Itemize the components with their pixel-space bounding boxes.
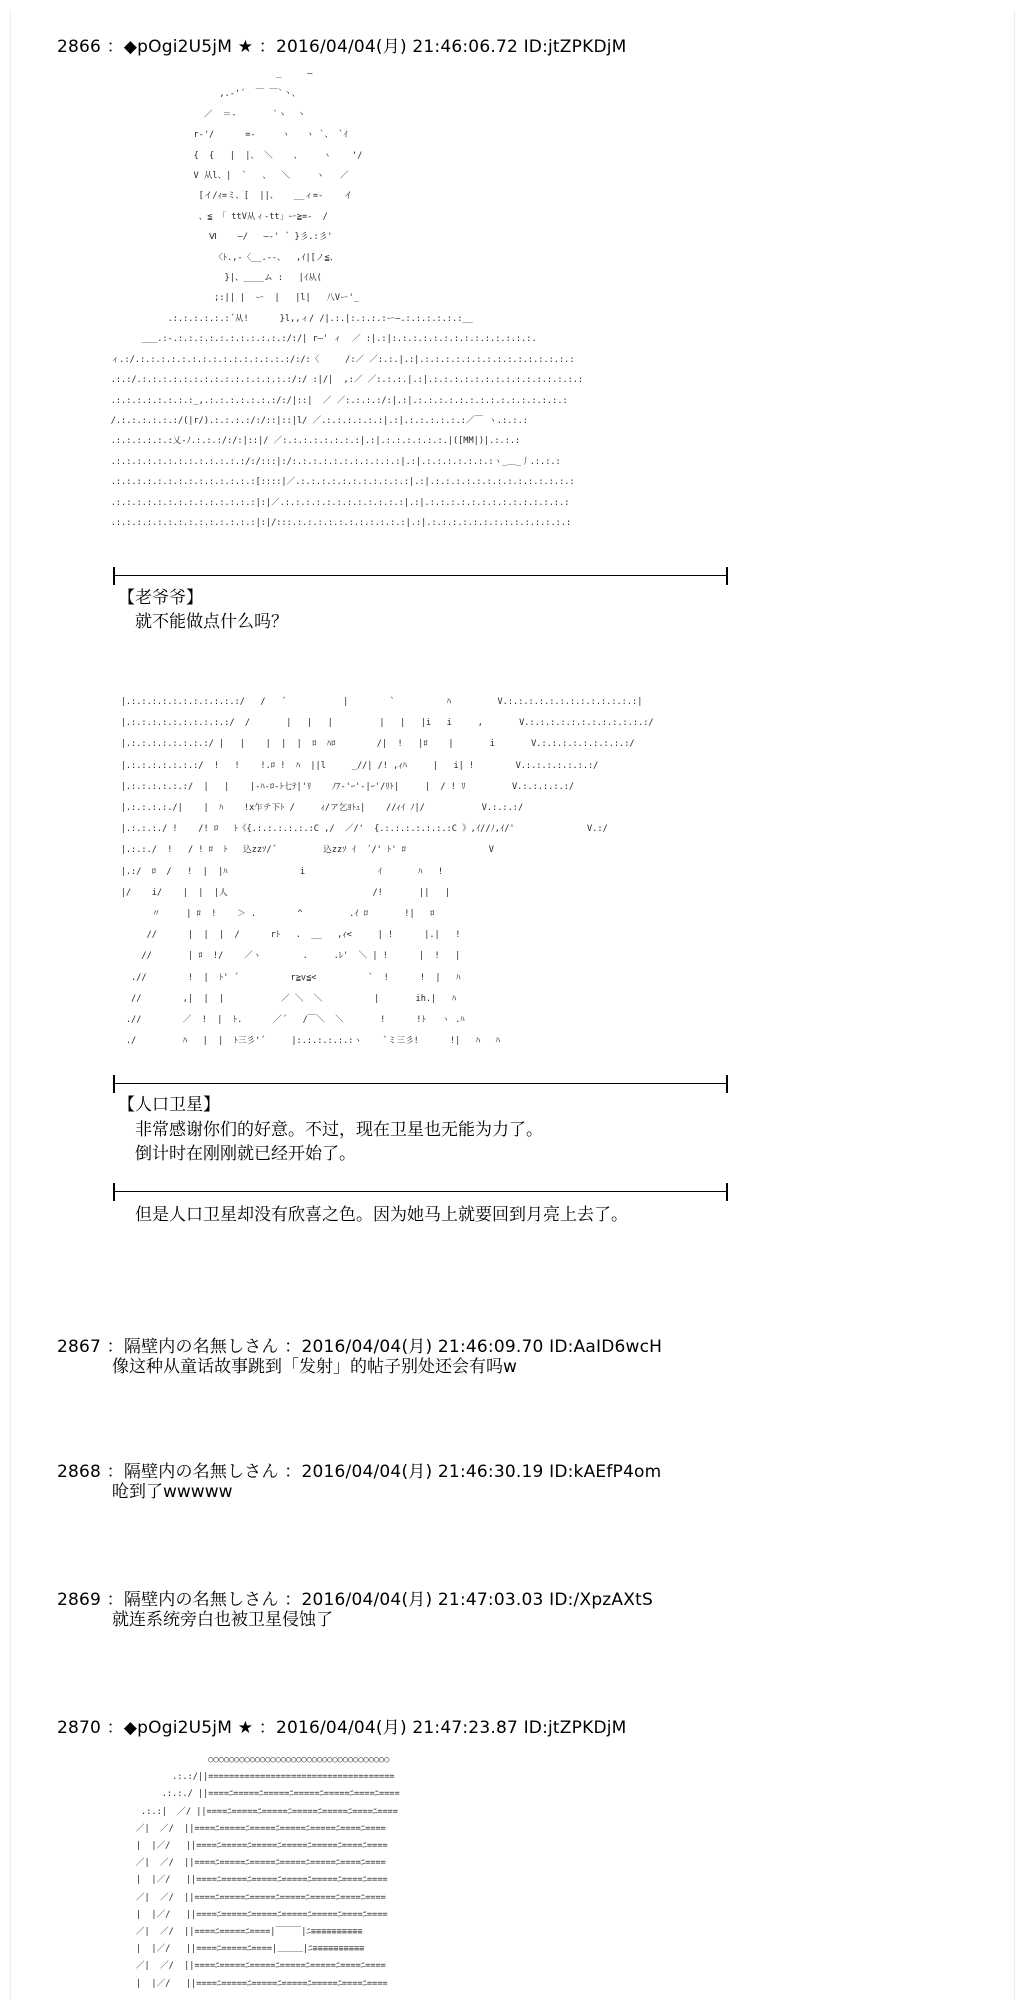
post-header: 2869 ：隔壁内の名無しさん ：2016/04/04(月) 21:47:03.03 ID:/XpzAXtS [57,1590,653,1610]
scene-divider [113,575,728,576]
post-header: 2870 ：◆pOgi2U5jM ★ ：2016/04/04(月) 21:47:23.87 ID:jtZPKDjM [57,1718,627,1738]
dialogue-line: 非常感谢你们的好意。不过，现在卫星也无能为力了。 [135,1120,543,1140]
post-header: 2868 ：隔壁内の名無しさん ：2016/04/04(月) 21:46:30.19 ID:kAEfP4om [57,1462,662,1482]
ascii-art-satellite-girl: |.:.:.:.:.:.:.:.:.:.:.:/ / ´ | ` ﾊ V.:.:.:.:.:.:.:.:.:.:.:.:.:| |.:.:.:.:.:.:.:.:.:.:/ / | | | | | |i i , V.:.:.:.:.:.:.:.:.:.:.:.:/ |.:.:.:.:.:.:.:.:/ | | | | | ﾛ ﾊﾛ /| ! |ﾛ | i V.:.:.:.:.:.:.:.:.:/ |.:.:.:.:.:.:.:/ ! ! !.ﾛ ! ﾊ ||l _//| /! ,ｨﾊ | i| ! V.:.:.:.:.:.:.:/ |.:.:.:.:.:.:/ | | |-ﾊ-ﾛ-ﾄ七ﾃ|'ﾘ ﾉｱ-'ｰ'-|ｰ'/ﾘﾄ| | / ! ﾘ V.:.:.:.:.:/ |.:.:.:.:./| | ﾊ !x乍テ下ﾄ / ｨ/ア乞ﾖﾄｭ| //ｨｲ ﾉ|/ V.:.:.:/ |.:.:.:./ ! /! ﾛ ﾄ《{.:.:.:.:.:.:C ,/ ／/' {.:.:.:.:.:.:.:C 》,ｲ//ﾉ,ｲ/' V.:/ |.:.:./ ! / ! ﾛ ﾄ 込zzｿ/´ 込zzｿ ｲ ´/' ﾄ' ﾛ V |.:/ ﾛ / ! | |ﾊ i ｲ ﾊ ! |/ i/ | | |人 /! || | 〃 | ﾛ ! ＞ . ^ .ｲ ﾛ !| ﾛ // | | | / rﾄ . __ ,ｨ< | ! |.| ! // | ﾛ !/ ／ヽ . .ﾚ' ＼ | ! | ! | .// ! | ﾄ' ´ r≧v≦< ` ! ! | ﾊ // ,| | | ／ ＼ ＼ | ih.| ﾊ .// ／ ! | ﾄ. ／´ /￣＼ ＼ ! !ﾄ ヽ .ﾊ ./ ﾊ | | ﾄ三彡'´ |:.:.:.:.:.:ヽ `ミ三彡! !| ﾊ ﾊ [120,697,654,1047]
speaker-label: 【人口卫星】 [118,1095,220,1115]
post-header: 2867 ：隔壁内の名無しさん ：2016/04/04(月) 21:46:09.70 ID:AaID6wcH [57,1337,663,1357]
narration-line: 但是人口卫星却没有欣喜之色。因为她马上就要回到月亮上去了。 [135,1205,628,1225]
dialogue-line: 就不能做点什么吗？ [135,612,288,632]
post-body: 呛到了wwwww [112,1482,233,1502]
scene-divider [113,1083,728,1084]
post-header: 2866 ：◆pOgi2U5jM ★ ：2016/04/04(月) 21:46:06.72 ID:jtZPKDjM [57,37,627,57]
speaker-label: 【老爷爷】 [118,588,203,608]
post-body: 像这种从童话故事跳到「发射」的帖子别处还会有吗w [112,1357,517,1377]
scene-divider [113,1191,728,1192]
dialogue-line: 倒计时在刚刚就已经开始了。 [135,1144,356,1164]
ascii-art-old-man: _ ― ,.-'´ ￣ ￣`丶、 ／ ＝- `ヽ 丶 r-'/ =- ヽ ヽ `、 `ｲ { { | |、 ＼ 、 ヽ '/ V 从l、| ` 、 ＼ ヽ ／ [イ/ｨ=ミ、[ ||、 __ィ=- イ 、≦ 「 ttV从ィ-tt」ー≧=- / Ⅵ ―/ ―-' ´ }彡.:彡' 〈ﾄ.,-〈__.--、 ,ｲ|[ノ≦、 }|、____ム : |ｲ从( ;:|| | ー | |l| 八Vー'_ .:.:.:.:.:.:´从! }l,,ィ/ /|.:.|:.:.:.:ー―.:.:.:.:.:.:__ ___.:-.:.:.:.:.:.:.:.:.:.:.:/:/| r―' ィ ／ :|.:|:.:.:.:.:.:.:.:.:.:.:.:.:.:. ィ.:/.:.:.:.:.:.:.:.:.:.:.:.:.:.:.:/:/:〈 /:／ ／:.:.|.:|.:.:.:.:.:.:.:.:.:.:.:.:.:.:.: .:.:/.:.:.:.:.:.:.:.:.:.:.:.:.:.:.:/:/ :|/| ,:／ ／:.:.:.|.:|.:.:.:.:.:.:.:.:.:.:.:.:.:.:.: .:.:.:.:.:.:.:.:_,.:.:.:.:.:.:.:/:/|::| ／ ／:.:.:.:/:|.:|.:.:.:.:.:.:.:.:.:.:.:.:.:.:.: /.:.:.:.:.:.:/(|r/).:.:.:.:/:/::|::|l/ ／.:.:.:.:.:.:|.:|.:.:.:.:.:.:／￣ ヽ.:.:.: .:.:.:.:.:.:乂-ﾉ.:.:.:/:/:|::|/ ／:.:.:.:.:.:.:.:|.:|.:.:.:.:.:.:.|([MM|)|.:.:.: .:.:.:.:.:.:.:.:.:.:.:.:.:/:/:::|:/:.:.:.:.:.:.:.:.:.:.:|.:|.:.:.:.:.:.:.:ヽ_＿_丿.:.:.: .:.:.:.:.:.:.:.:.:.:.:.:.:.:[::::|／.:.:.:.:.:.:.:.:.:.:.:|.:|.:.:.:.:.:.:.:.:.:.:.:.:.:.: .:.:.:.:.:.:.:.:.:.:.:.:.:.:|:|／.:.:.:.:.:.:.:.:.:.:.:.:|.:|.:.:.:.:.:.:.:.:.:.:.:.:.:.: .:.:.:.:.:.:.:.:.:.:.:.:.:.:|:|/:::.:.:.:.:.:.:.:.:.:.:.:|.:|.:.:.:.:.:.:.:.:.:.:.:.:.:.: [110,69,584,528]
post-body: 就连系统旁白也被卫星侵蚀了 [112,1610,333,1630]
ascii-art-rocket: ○○○○○○○○○○○○○○○○○○○○○○○○○○○○○○○○○○○ .:.:/||==================================== .:.:./ ||====ﾆ=====ﾆ=====ﾆ=====ﾆ=====ﾆ====ﾆ==== .:.:| ／/ ||====ﾆ=====ﾆ=====ﾆ=====ﾆ=====ﾆ====ﾆ==== ／| ／/ ||====ﾆ=====ﾆ=====ﾆ=====ﾆ=====ﾆ====ﾆ==== | |／/ ||====ﾆ=====ﾆ=====ﾆ=====ﾆ=====ﾆ====ﾆ==== ／| ／/ ||====ﾆ=====ﾆ=====ﾆ=====ﾆ=====ﾆ====ﾆ==== | |／/ ||====ﾆ=====ﾆ=====ﾆ=====ﾆ=====ﾆ====ﾆ==== ／| ／/ ||====ﾆ=====ﾆ=====ﾆ=====ﾆ=====ﾆ====ﾆ==== | |／/ ||====ﾆ=====ﾆ=====ﾆ=====ﾆ=====ﾆ====ﾆ==== ／| ／/ ||====ﾆ=====ﾆ====|￣￣￣|ﾆ≡≡≡≡≡≡≡≡≡≡ | |／/ ||====ﾆ=====ﾆ====|＿＿＿|ﾆ≡≡≡≡≡≡≡≡≡≡ ／| ／/ ||====ﾆ=====ﾆ=====ﾆ=====ﾆ=====ﾆ====ﾆ==== | |／/ ||====ﾆ=====ﾆ=====ﾆ=====ﾆ=====ﾆ====ﾆ==== [135,1755,400,1989]
